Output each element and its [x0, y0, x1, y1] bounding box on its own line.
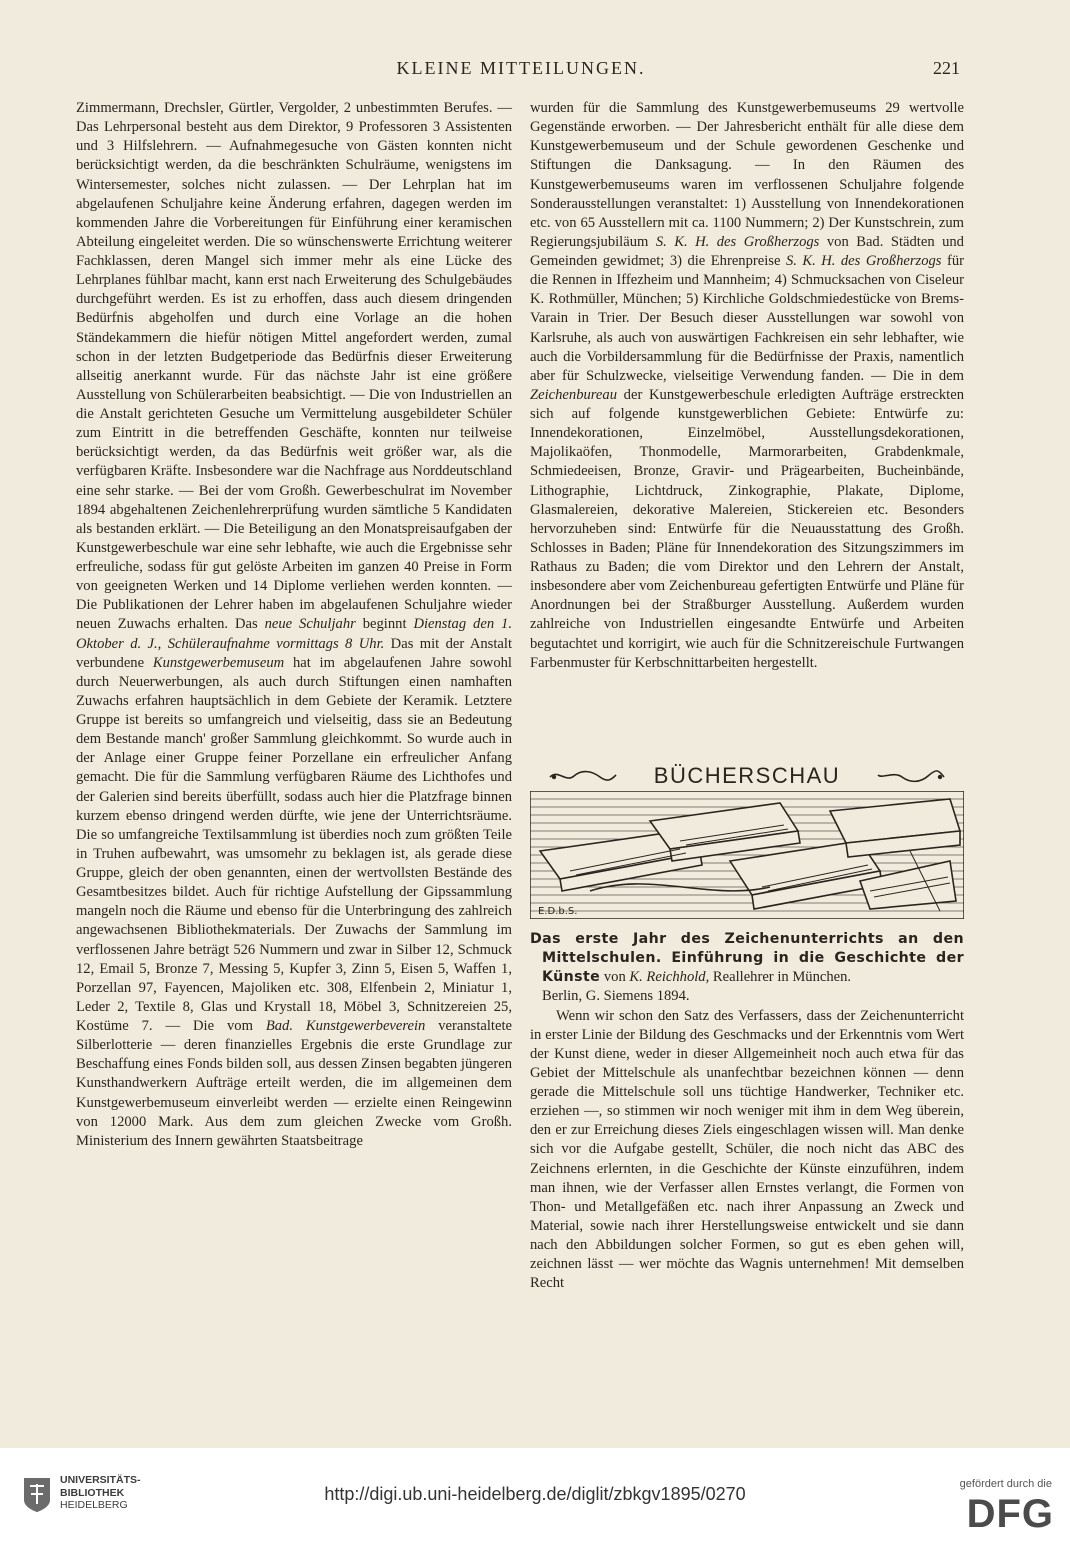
institution-line: BIBLIOTHEK: [60, 1486, 125, 1499]
text-run: Das mit der Anstalt verbundene: [76, 635, 512, 671]
italic-run: Kunstgewerbemuseum: [152, 654, 285, 671]
page-number: 221: [933, 58, 960, 78]
text-run: veranstaltete Silberlotterie — deren finanzielles Ergebnis die erste Grundlage zur Beschaffung eines Fonds bilden soll, aus dessen Zinsen begabten jüngeren Kunsthandwerkern Aufträge erteilt werden, die im allgemeinen dem Kunstgewerbemuseum einverleibt werden — erzielte einen Reingewinn von 12000 Mark. Aus dem zum gleichen Zwecke vom Großh. Ministerium des Innern gewährten Staatsbeitrage: [76, 1018, 512, 1149]
page-title: KLEINE MITTEILUNGEN.: [396, 58, 646, 78]
review-author: K. Reichhold,: [629, 969, 710, 986]
books-illustration: [530, 791, 964, 919]
footer: [0, 1448, 1070, 1542]
italic-run: S. K. H. des Großherzogs: [655, 233, 820, 250]
review-author-role: Reallehrer in München.: [709, 969, 852, 986]
italic-run: neue Schuljahr: [264, 616, 356, 633]
permalink-url[interactable]: http://digi.ub.uni-heidelberg.de/diglit/zbkgv1895/0270: [324, 1484, 746, 1504]
text-run: wurden für die Sammlung des Kunstgewerbemuseums 29 wertvolle Gegenstände erworben. — Der Jahresbericht enthält für alle diese dem Kunstgewerbemuseum und der Schule gewordenen Geschenke und Stiftungen die Danksagung. — In den Räumen des Kunstgewerbemuseums waren im verflossenen Schuljahre folgende Sonderausstellungen veranstaltet: 1) Ausstellung von Innendekorationen etc. von 65 Ausstellern mit ca. 1100 Nummern; 2) Der Kunstschrein, zum Regierungsjubiläum: [530, 100, 964, 250]
bucherschau-banner: [530, 763, 964, 921]
running-head: [76, 58, 966, 82]
flourish-right-icon: [876, 767, 946, 785]
right-column: [530, 99, 964, 673]
text-run: der Kunstgewerbeschule erledigten Aufträge erstreckten sich auf folgende kunstgewerblichen Gebiete: Entwürfe zu: Innendekorationen, Einzelmöbel, Ausstellungsdekorationen, Majolikaöfen, Thonmodelle, Marmorarbeiten, Grabdenkmale, Schmiedeeisen, Bronze, Gravir- und Prägearbeiten, Bucheinbände, Lithographie, Lichtdruck, Zinkographie, Plakate, Diplome, Glasmalereien, dekorative Malereien, Stickereien etc. Besonders hervorzuheben sind: Entwürfe für die Neuausstattung des Großh. Schlosses in Baden; Pläne für Innendekoration des Sitzungszimmers im Rathaus zu Baden; die vom Direktor und den Lehrern der Anstalt, insbesondere aber vom Zeichenbureau gefertigten Entwürfe und Pläne für Anordnungen bei der Straßburger Ausstellung. Außerdem wurden zahlreiche von Industriellen eingesandte Entwürfe und Arbeiten begutachtet und korrigirt, wie auch für die Schnitzereischule Furtwangen Farbenmuster für Kerbschnittarbeiten hergestellt.: [530, 386, 964, 671]
text-run: beginnt: [355, 616, 414, 633]
review-body: Wenn wir schon den Satz des Verfassers, dass der Zeichenunterricht in erster Linie der Bildung des Geschmacks und der Erkenntnis vom Wert der Kunst diene, weder in dieser Allgemeinheit noch auch etwa für das Gebiet der Mittelschule als unanfechtbar bezeichnen können — denn gerade die Mittelschule soll uns tüchtige Handwerker, Techniker etc. erziehen —, so stimmen wir noch weniger mit ihm in dem Weg überein, den er zur Erreichung dieses Ziels eingeschlagen wissen will. Man denke sich vor die Aufgabe gestellt, Schüler, die noch nicht das ABC des Zeichnens erlernten, in die Geschichte der Künste einzuführen, indem man ihnen, wie der Verfasser allen Ernstes verlangt, die Formen von Thon- und Metallgefäßen etc. nach ihrer Anpassung an Zweck und Material, sowie nach ihrer Herstellungsweise entwickelt und sie dann nach den Abbildungen solcher Formen, so gut es eben gehen will, zeichnen lässt — wer möchte das Wagnis unternehmen! Mit demselben Recht: [530, 1007, 964, 1292]
left-column-text: [76, 99, 512, 1151]
text-run: für die Rennen in Iffezheim und Mannheim; 4) Schmucksachen von Ciseleur K. Rothmüller, München; 5) Kirchliche Goldschmiedestücke von Brems-Varain in Trier. Der Besuch dieser Ausstellungen war sowohl von Karlsruhe, als auch von auswärtigen Fachkreisen ein sehr lebhafter, wie auch die Vorbildersammlung für die Bedürfnisse der Praxis, namentlich aber für Schulzwecke, vielseitige Verwendung fanden. — Die in dem: [530, 253, 964, 384]
book-review: [530, 930, 964, 1293]
institution-line: UNIVERSITÄTS-: [60, 1474, 141, 1486]
italic-run: Bad. Kunstgewerbeverein: [265, 1018, 426, 1034]
text-run: Zimmermann, Drechsler, Gürtler, Vergolder, 2 unbestimmten Berufes. — Das Lehrpersonal besteht aus dem Direktor, 9 Professoren 3 Assistenten und 3 Hilfslehrern. — Aufnahmegesuche von Gästen konnten nicht berücksichtigt werden, da die beschränkten Schulräume, wenigstens im Wintersemester, solches nicht zulassen. — Der Lehrplan hat im abgelaufenen Schuljahre keine Änderung erfahren, dagegen werden im kommenden Jahre die Vorbereitungen für Einführung einer keramischen Abteilung eingeleitet werden. Die so wünschenswerte Errichtung weiterer Fachklassen, deren Mangel sich immer mehr als eine Lücke des Lehrplanes fühlbar macht, kann erst nach Erweiterung des Schulgebäudes durchgeführt werden. Es ist zu erhoffen, dass auch diesem dringenden Bedürfnis abgeholfen und durch eine Vorlage an die hohen Ständekammern die hiefür nötigen Mittel angefordert werden, zumal schon in der letzten Budgetperiode das Bedürfnis dieser Erweiterung allseitig anerkannt wurde. Für das nächste Jahr ist eine größere Ausstellung von Schülerarbeiten beabsichtigt. — Die von Industriellen an die Anstalt gerichteten Gesuche um Vermittelung ausgebildeter Schüler zum Eintritt in die betreffenden Geschäfte, konnten nur teilweise berücksichtigt werden, da das Bedürfnis weit größer war, als die verfügbaren Kräfte. Insbesondere war die Nachfrage aus Norddeutschland eine sehr starke. — Bei der vom Großh. Gewerbeschulrat im November 1894 abgehaltenen Zeichenlehrerprüfung wurden sämtliche 5 Kandidaten als bestanden erklärt. — Die Beteiligung an den Monatspreisaufgaben der Kunstgewerbeschule war eine sehr lebhafte, wie auch die Ergebnisse sehr erfreuliche, sodass für gut gelöste Arbeiten im ganzen 40 Preise in Form von geeigneten Werken und 14 Diplome verliehen werden konnten. — Die Publikationen der Lehrer haben im abgelaufenen Schuljahre wieder neuen Zuwachs erhalten. Das: [76, 100, 512, 633]
review-citation: [530, 930, 964, 987]
funding-caption: gefördert durch die: [959, 1478, 1052, 1490]
text-run: hat im abgelaufenen Jahre sowohl durch Neuerwerbungen, als auch durch Stiftungen einen namhaften Zuwachs erfahren hauptsächlich in dem Gebiete der Keramik. Letztere Gruppe ist bereits so umfangreich und vielseitig, dass sie an Bedeutung dem Bestande manch' großer Sammlung gleichkommt. So wurde auch in der Anlage einer Gruppe feiner Porzellane ein erfreulicher Anfang gemacht. Die für die Sammlung verfügbaren Räume des Lichthofes und der Galerien sind bereits überfüllt, sodass auch hier die Platzfrage binnen kurzem ebenso dringend werden dürfte, wie jene der Unterrichtsräume. Die so umfangreiche Textilsammlung ist überdies noch zum größten Teile in Truhen aufbewahrt, was umsomehr zu beklagen ist, als gerade diese Gruppe, gleich der oben genannten, einen der wertvollsten Bestände des Gesamtbesitzes bildet. Auch für richtige Aufstellung der Gipssammlung mangeln noch die Räume und ebenso für die Unterbringung des zahlreich angewachsenen Bibliothekmaterials. Der Zuwachs der Sammlung im verflossenen Jahre beträgt 526 Nummern und zwar in Silber 12, Schmuck 12, Email 5, Bronze 7, Messing 5, Kupfer 3, Zinn 5, Eisen 5, Waffen 1, Porzellan 97, Fayencen, Majoliken etc. 308, Elfenbein 2, Miniatur 1, Leder 2, Textile 8, Glas und Krystall 18, Möbel 3, Schnitzereien 25, Kostüme 7. — Die vom: [76, 654, 512, 1034]
right-column-text: [530, 99, 964, 673]
banner-title: BÜCHERSCHAU: [653, 763, 841, 788]
dfg-logo: DFG: [966, 1492, 1054, 1536]
text-run: von Bad. Städten und Gemeinden gewidmet; 3) die Ehrenpreise: [530, 233, 964, 269]
italic-run: Zeichenbureau: [530, 386, 617, 403]
illustration-signature: E.D.b.S.: [538, 906, 578, 917]
review-heading: Das erste Jahr des Zeichenunterrichts an den Mittelschulen. Einführung in die Geschichte der Künste: [530, 931, 964, 986]
institution-line: HEIDELBERG: [60, 1499, 128, 1511]
review-publisher: Berlin, G. Siemens 1894.: [542, 988, 690, 1005]
left-column: [76, 99, 512, 1151]
italic-run: S. K. H. des Großherzogs: [785, 253, 942, 269]
review-by: von: [600, 969, 630, 986]
italic-run: Dienstag den 1. Oktober d. J., Schüleraufnahme vormittags 8 Uhr.: [76, 616, 512, 652]
